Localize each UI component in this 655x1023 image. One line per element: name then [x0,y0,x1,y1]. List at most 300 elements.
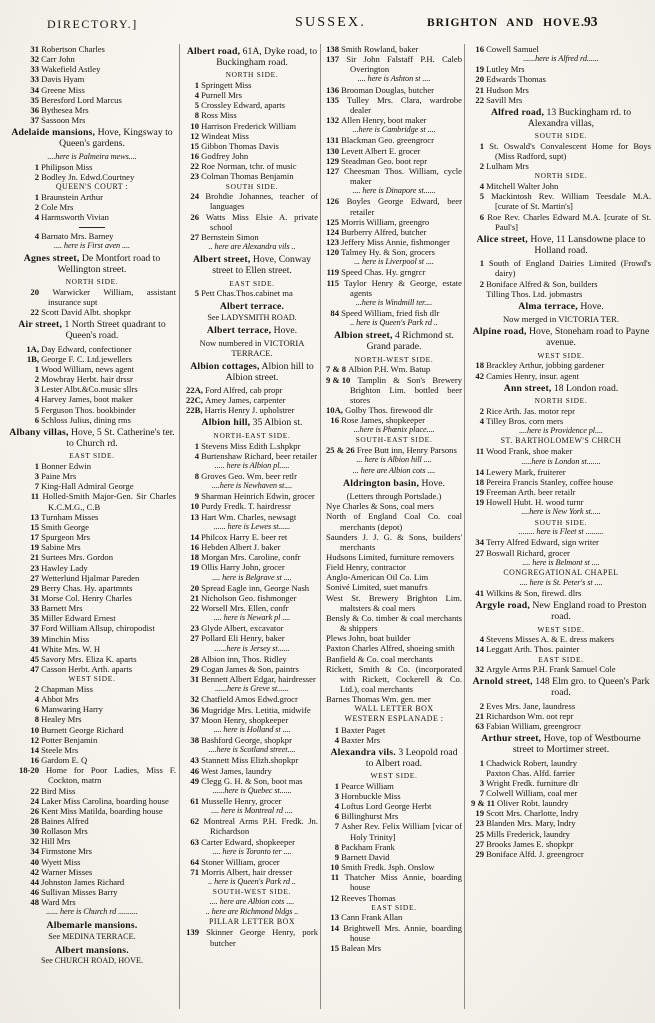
cross-street-note: ... here is Liverpool st .... [354,257,434,267]
entry-text: Colman Thomas Benjamin [201,171,294,182]
directory-entry [471,808,651,818]
house-number: 6 [334,811,339,822]
directory-entry [186,288,318,298]
entry-text: Jeffery Miss Annie, fishmonger [341,236,450,247]
house-number: 22 [190,603,199,613]
house-number: 24 [30,795,39,806]
directory-entry [8,573,176,583]
house-number: 7 [334,821,339,832]
landmark-label: CONGREGATIONAL CHAPEL [503,567,619,577]
directory-column-2 [179,44,320,1009]
street-name: Albion street, [334,330,393,342]
house-number: 9 [334,851,339,862]
directory-entry [326,85,462,95]
directory-entry [186,171,318,181]
directory-entry [326,364,462,374]
directory-entry [8,796,176,806]
entry-text: Brooman Douglas, butcher [341,84,434,95]
cross-street-note: .... here is Belgrave st .... [212,572,292,582]
entry-text: Cowell Samuel [486,44,539,54]
directory-entry [8,481,176,491]
header-directory: DIRECTORY.] [47,17,138,31]
entry-text: Ollis Harry John, grocer [201,562,285,573]
entry-text: Potter Benjamin [41,734,98,745]
directory-entry [471,212,651,232]
entry-text: Burtenshaw Richard, beer retailer [201,450,318,461]
directory-entry [8,64,176,74]
house-number: 19 [30,542,39,553]
cross-street-note: ......here is Jersey st...... [214,643,290,653]
side-label: NORTH SIDE. [225,70,279,80]
house-number: 42 [475,370,484,381]
landmark-label: QUEEN'S COURT : [55,182,129,192]
directory-entry [471,477,651,487]
entry-text: Lulham Mrs [486,161,529,172]
house-number: 4 [479,181,484,192]
house-number: 1 [194,440,199,451]
house-number: 14 [330,922,339,933]
entry-text: Spread Eagle inn, George Nash [201,582,310,593]
directory-entry [326,445,462,455]
side-label: SOUTH-EAST SIDE. [355,435,433,445]
cross-street-note: ...... here is Lewes st...... [213,521,291,531]
house-number: 19 [190,562,199,573]
house-number: 8 [194,470,199,481]
house-number: 16 [190,151,199,162]
directory-entry [8,491,176,511]
directory-entry [8,897,176,907]
directory-entry [326,44,462,54]
entry-text: Brohdie Johannes, teacher of languages [205,191,318,212]
entry-text: Levett Albert E. grocer [341,145,421,156]
entry-text: Colwell William, coal mer [486,787,578,798]
house-number: 1 [34,460,39,471]
house-number: 14 [30,744,39,755]
cross-street-note: ........ here is Fleet st ......... [518,527,604,537]
directory-entry [326,781,462,791]
entry-text: Howell Hubt. H. wood turnr [486,497,584,508]
entry-text: Mills Frederick, laundry [486,828,570,839]
house-number: 84 [330,308,339,319]
entry-text: Morris William, greengro [341,216,430,227]
street-name: Albany villas, [9,426,69,438]
street-heading: Ann street, 18 London road. [503,382,619,394]
entry-text: Cheesman Thos. William, cycle maker [344,165,462,187]
directory-entry [326,247,462,257]
street-heading: Adelaide mansions, Hove, Kingsway to Queen's gardens. [11,127,173,150]
entry-text: Greene Miss [41,84,85,95]
entry-text: Wyett Miss [41,856,81,867]
cross-street-note: ...here is Phœnix place.... [353,425,435,435]
entry-text: Stevens Misses A. & E. dress makers [486,634,615,645]
directory-entry [8,684,176,694]
directory-entry [471,446,651,456]
directory-entry [186,674,318,684]
house-number: 47 [30,664,39,675]
directory-entry [8,115,176,125]
house-number: 35 [30,94,39,105]
entry-text: Mugridge Mrs. Letitia, midwife [201,704,311,715]
directory-entry [186,232,318,242]
entry-text: Wood William, news agent [41,364,134,375]
house-number: 126 [326,196,339,207]
house-number: 46 [30,887,39,898]
house-number: 3 [334,791,339,802]
entry-text: Rollason Mrs [41,826,88,837]
entry-text: Skinner George Henry, pork butcher [206,927,318,948]
street-heading: Albert road, 61A, Dyke road, to Buckingham road. [186,46,318,68]
entry-text: Richardson Wm. oot repr [486,710,574,721]
house-number: 23 [475,818,484,829]
entry-text: Ferguson Thos. bookbinder [41,404,136,415]
directory-entry [186,705,318,715]
entry-text: Bird Miss [41,785,76,796]
entry-text: Harmsworth Vivian [41,212,109,223]
house-number: 131 [326,135,339,146]
street-heading: Albion cottages, Albion hill to Albion street. [190,360,314,383]
house-number: 48 [30,897,39,908]
directory-entry [326,852,462,862]
entry-text: Bodley Jn. Edwd.Courtney [41,171,135,182]
directory-entry [471,701,651,711]
landmark-label: ST. BARTHOLOMEW'S CHRCH [500,436,622,446]
directory-entry [326,862,462,872]
entry-text: Pearce William [341,780,394,791]
house-number: 16 [475,44,484,54]
house-number: 4 [34,394,39,405]
street-name: Alma terrace, [518,300,578,312]
house-number: 14 [475,644,484,655]
directory-entry [471,487,651,497]
house-number: 27 [190,231,199,242]
directory-entry [8,384,176,394]
entry-text: Mitchell Walter John [486,181,559,192]
entry-text: South of England Dairies Limited (Frowd's dairy) [488,258,651,279]
house-number: 21 [475,84,484,95]
directory-entry [186,441,318,451]
directory-entry [471,548,651,558]
house-number: 18 [190,552,199,563]
house-number: 27 [475,838,484,849]
house-number: 14 [475,466,484,477]
entry-text: Packham Frank [341,841,395,852]
directory-entry [8,857,176,867]
house-number: 49 [190,775,199,786]
house-number: 16 [190,542,199,553]
entry-text: Stoner William, grocer [201,856,280,867]
house-number: 63 [190,836,199,847]
house-number: 41 [30,643,39,654]
house-number: 32 [190,694,199,705]
entry-text: Hill Mrs [41,836,71,847]
entry-text: Purnell Mrs [201,90,242,101]
house-number: 2 [479,278,484,289]
directory-entry [471,74,651,84]
entry-text: Groves Geo. Wm. beer retlr [201,470,297,481]
directory-entry [186,755,318,765]
entry-text: Moon Henry, shopkeeper [201,714,289,725]
house-number: 31 [190,674,199,685]
entry-text: Steadman Geo. boot repr [341,155,428,166]
street-name: Alpine road, [472,326,527,338]
side-label: WEST SIDE. [68,674,116,684]
cross-street-note: ...... here is Church rd .......... [46,907,138,917]
street-heading: Albion hill, 35 Albion st. [201,417,303,429]
side-label: WEST SIDE. [370,771,418,781]
header-locality: BRIGHTON AND HOVE. [427,17,585,29]
house-number: 15 [190,140,199,151]
house-number: 4 [479,416,484,426]
entry-text: Albion P.H. Wm. Batup [348,364,431,375]
cross-street-note: ......here is Quebec st...... [212,785,292,795]
directory-entry [471,634,651,644]
entry-text: Boniface Alfd. J. greengrocr [486,848,584,859]
directory-entry [471,778,651,788]
entry-text: Rose James, shopkeeper [341,415,425,426]
entry-text: Johnston James Richard [41,876,125,887]
directory-entry: Sonivé Limited, suet manufrs [326,582,428,593]
entry-text: Springett Miss [201,80,252,91]
house-number: 21 [30,552,39,563]
directory-entry [471,829,651,839]
house-number: 30 [30,826,39,837]
house-number: 7 & 8 [326,364,347,375]
house-number: 22C, [186,395,203,406]
house-number: 124 [326,226,339,237]
entry-text: Hawley Lady [41,562,88,573]
entry-text: Tilling Thos. Ltd. jobmastrs [486,288,583,299]
house-number: 38 [190,735,199,746]
directory-entry [8,765,176,785]
house-number: 34 [30,84,39,95]
section-divider [79,227,105,228]
house-number: 130 [326,145,339,156]
house-number: 22 [30,785,39,796]
house-number: 9 & 10 [326,374,351,385]
directory-entry [471,849,651,859]
house-number: 62 [190,816,199,827]
directory-entry [186,385,318,395]
directory-entry [8,735,176,745]
house-number: 8 [334,841,339,852]
house-number: 4 [479,634,484,645]
entry-text: Clegg G. H. & Son, boot mas [201,775,303,786]
directory-entry [8,354,176,364]
side-label: EAST SIDE. [538,654,584,664]
entry-text: Speed Chas. Hy. grngrcr [341,267,426,278]
house-number: 120 [326,247,339,258]
street-heading: Alpine road, Hove, Stoneham road to Payne avenue. [472,326,650,349]
entry-text: Ward Mrs [41,897,76,908]
entry-text: Bashford George, shopkpr [201,735,292,746]
entry-text: Ford Alfred, cab propr [205,384,283,395]
house-number: 22B, [186,405,203,416]
directory-entry [471,818,651,828]
house-number: 39 [30,633,39,644]
entry-text: Savory Mrs. Eliza K. aparts [41,653,137,664]
directory-entry [8,755,176,765]
house-number: 4 [334,734,339,745]
directory-entry [471,588,651,598]
entry-text: Berry Chas. Hy. apartmnts [41,582,133,593]
directory-entry [326,95,462,115]
entry-text: Argyle Arms P.H. Frank Samuel Cole [486,664,616,675]
house-number: 35 [30,613,39,624]
cross-street-note: ......here is Alfred rd...... [523,54,599,64]
house-number: 5 [194,100,199,111]
cross-street-note: ...here is Cambridge st .... [352,125,436,135]
entry-text: Smith Fredk. Jsph. Onslow [341,862,435,873]
entry-text: Reeves Thomas [341,892,396,903]
directory-entry [8,603,176,613]
house-number: 7 [34,481,39,492]
entry-text: Barnett David [341,851,390,862]
directory-entry [8,532,176,542]
cross-street-note: ....here is Palmeira mews.... [47,151,137,161]
cross-street-note: ..... here is Albion pl..... [214,460,290,470]
entry-text: Glyde Albert, excavator [201,623,284,634]
entry-text: Hornbuckle Miss [341,791,401,802]
cross-street-note: ... here is Albion hill .... [356,455,432,465]
house-number: 23 [190,171,199,182]
entry-text: Cogan James & Son, paintrs [201,663,299,674]
house-number: 29 [475,848,484,859]
entry-text: Morgan Mrs. Caroline, confr [201,552,301,563]
house-number: 4 [34,212,39,223]
entry-text: Carter Edward, shopkeeper [201,836,295,847]
directory-entry [8,231,176,241]
street-heading: Alfred road, 13 Buckingham rd. to Alexandra villas, [490,106,632,129]
street-note: Now numbered in VICTORIA TERRACE. [199,338,305,359]
entry-text: Spurgeon Mrs [41,532,90,543]
entry-text: Lutley Mrs [486,64,525,75]
house-number: 45 [30,653,39,664]
directory-entry [186,816,318,836]
entry-text: Wright Fredk. furniture dlr [486,777,579,788]
directory-entry [186,796,318,806]
directory-entry [186,593,318,603]
house-number: 15 [330,942,339,953]
entry-text: Tilley Bros. corn mers [486,416,564,426]
cross-street-note: ....here is New York st..... [521,507,601,517]
entry-text: Firmstone Mrs [41,846,93,857]
entry-text: Bythesea Mrs [41,104,89,115]
entry-text: Chatfield Amos Edwd.grocr [201,694,298,705]
directory-entry: Rickett, Smith & Co. (incorporated with Rickett, Cockerell & Co. Ltd.), coal merchants [326,663,462,695]
entry-text: Burberry Alfred, butcher [341,226,427,237]
street-name: Arnold street, [472,676,533,688]
directory-entry [8,415,176,425]
entry-text: Hebden Albert J. baker [201,542,281,553]
directory-entry [186,867,318,877]
directory-entry [471,279,651,289]
entry-text: Surtees Mrs. Gordon [41,552,114,563]
street-heading: Alice street, Hove, 11 Lansdowne place to Holland road. [476,233,646,256]
directory-entry [186,857,318,867]
directory-entry [186,735,318,745]
directory-entry [8,394,176,404]
directory-entry [8,806,176,816]
street-heading: Albert street, Hove, Conway street to Ellen street. [192,254,312,277]
directory-entry [186,90,318,100]
entry-text: Casson Herbt. Arth. aparts [41,664,133,675]
see-reference-title: Albert terrace. [219,300,285,312]
entry-text: Sullivan Misses Barry [41,887,118,898]
entry-text: Pett Chas.Thos.cabinet ma [201,288,293,299]
directory-entry [8,593,176,603]
directory-entry [8,654,176,664]
entry-text: Holled-Smith Major-Gen. Sir Charles K.C.M.G., C.B [42,491,177,512]
house-number: 15 [30,521,39,532]
directory-entry [326,217,462,227]
directory-entry [326,227,462,237]
directory-entry [326,912,462,922]
directory-entry [326,821,462,841]
directory-entry [8,374,176,384]
directory-entry [186,121,318,131]
landmark-label: PILLAR LETTER BOX [208,917,296,927]
street-heading: Aldrington basin, Hove. [343,477,445,489]
directory-entry [8,202,176,212]
house-number: 23 [190,623,199,634]
directory-entry [186,451,318,461]
house-number: 129 [326,155,339,166]
side-label: NORTH SIDE. [534,171,588,181]
house-number: 34 [475,537,484,548]
directory-entry: Banfield & Co. coal merchants [326,653,433,664]
directory-entry [326,196,462,216]
cross-street-note: .....here is London st....... [521,456,601,466]
street-name: Agnes street, [23,252,80,264]
house-number: 2 [479,405,484,416]
directory-entry [186,583,318,593]
entry-text: Gardom E. Q [41,755,88,766]
entry-text: Blanden Mrs. Mary, lndry [486,818,576,829]
entry-text: Baxter Paget [341,724,386,735]
directory-entry [8,563,176,573]
house-number: 41 [475,588,484,599]
side-label: SOUTH SIDE. [534,517,588,527]
house-number: 37 [30,115,39,126]
directory-entry: North of England Coal Co. coal merchants (depot) [326,511,462,532]
directory-entry [326,791,462,801]
house-number: 4 [194,90,199,101]
street-heading: Air street, 1 North Street quadrant to Queen's road. [18,319,166,342]
entry-text: Turnham Misses [41,511,99,522]
entry-text: Wilkins & Son, firewd. dlrs [486,588,582,599]
house-number: 3 [479,777,484,788]
entry-text: King-Hall Admiral George [41,481,134,492]
entry-text: Eves Mrs. Jane, laundress [486,700,576,711]
directory-entry [471,258,651,278]
entry-text: Wetterlund Hjalmar Pareden [41,572,140,583]
see-reference-title: Albemarle mansions. [46,920,138,932]
street-name: Adelaide mansions, [11,127,96,139]
entry-text: Chapman Miss [41,683,93,694]
directory-column-1 [8,44,179,1009]
street-name: Air street, [18,319,63,331]
directory-entry [186,131,318,141]
entry-text: Steele Mrs [41,744,79,755]
directory-entry [8,54,176,64]
house-number: 135 [326,94,339,105]
directory-entry [471,537,651,547]
side-label: NORTH SIDE. [65,277,119,287]
directory-entry [326,842,462,852]
entry-text: Allen Henry, boot maker [341,115,427,126]
cross-street-note: .. here are Alexandra vils .. [208,242,296,252]
house-number: 5 [194,288,199,299]
